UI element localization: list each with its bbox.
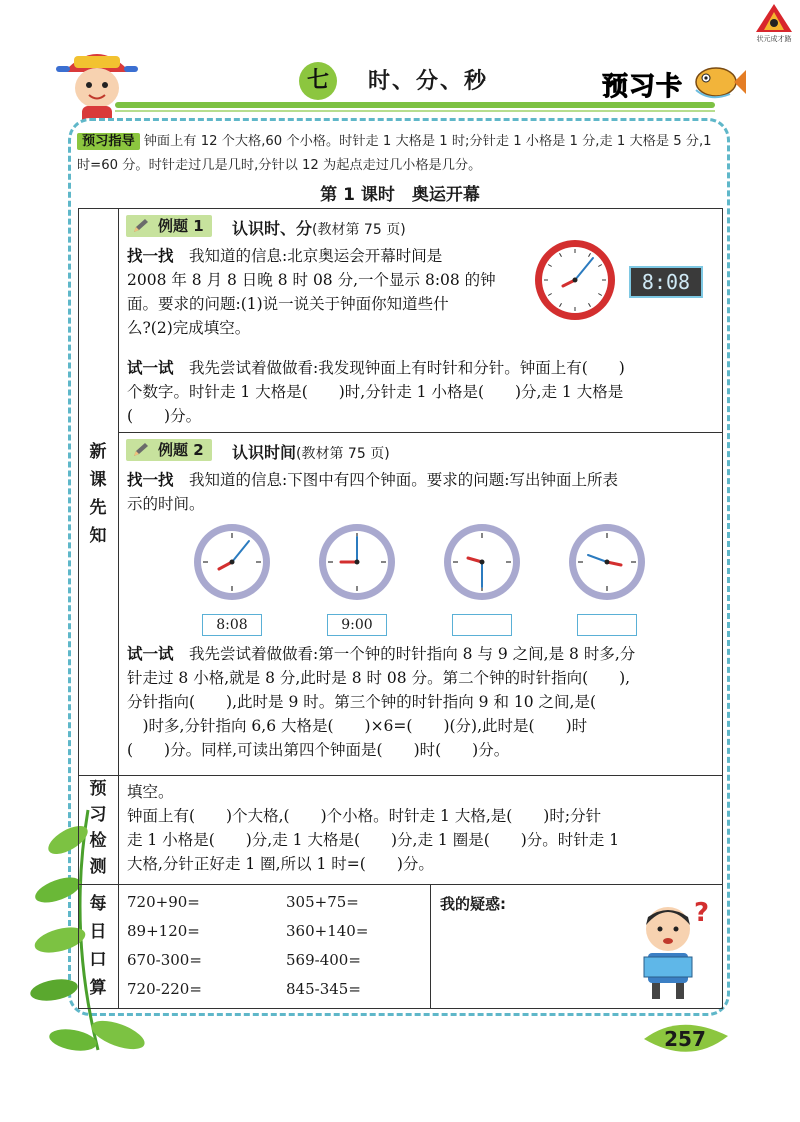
example1-find — [127, 244, 527, 340]
mental-math-item: 720+90= — [127, 893, 200, 911]
section-label-xinke-text: 新课先知 — [89, 442, 107, 546]
example2-try-line3: 分针指向( ),此时是 9 时。第三个钟的时针指向 9 和 10 之间,是( — [127, 693, 597, 711]
clock-3-icon — [442, 522, 522, 602]
example1-title: 认识时、分 — [232, 219, 313, 238]
example2-try-line1: 我先尝试着做做看:第一个钟的时针指向 8 与 9 之间,是 8 时多,分 — [189, 645, 636, 663]
mental-math-item: 720-220= — [127, 980, 202, 998]
side-column-divider — [118, 208, 119, 1009]
example1-try — [127, 356, 717, 428]
example1-find-label: 找一找 — [127, 247, 174, 265]
example2-find-label: 找一找 — [127, 471, 174, 489]
section-label-yuxi — [80, 776, 116, 880]
example2-try-line2: 针走过 8 小格,就是 8 分,此时是 8 时 08 分。第二个钟的时针指向( ), — [127, 669, 631, 687]
example2-try-line5: ( )分。同样,可读出第四个钟面是( )时( )分。 — [127, 741, 510, 759]
thinking-boy-image — [632, 895, 716, 1003]
mental-math-item: 89+120= — [127, 922, 200, 940]
example2-tag-text: 例题 2 — [158, 441, 204, 459]
example1-ref: (教材第 75 页) — [312, 222, 406, 238]
clock-4 — [567, 522, 647, 602]
mental-math-col2 — [286, 888, 426, 1004]
doubt-column-divider — [430, 884, 431, 1009]
check-line1: 钟面上有( )个大格,( )个小格。时针走 1 大格,是( )时;分针 — [127, 807, 602, 825]
clock-1-icon — [192, 522, 272, 602]
clock-1-time-box[interactable]: 8:08 — [202, 614, 262, 636]
preview-guide — [77, 130, 723, 178]
clock-3-time-box[interactable] — [452, 614, 512, 636]
example2-try-line4: )时多,分针指向 6,6 大格是( )×6=( )(分),此时是( )时 — [127, 717, 588, 735]
mental-math-item: 845-345= — [286, 980, 361, 998]
clock-2-time-box[interactable]: 9:00 — [327, 614, 387, 636]
example2-find-line2: 示的时间。 — [127, 495, 205, 513]
fish-mascot-image — [690, 52, 746, 108]
digital-clock-display: 8:08 — [629, 266, 703, 298]
publisher-logo — [752, 2, 796, 44]
mental-math-item: 569-400= — [286, 951, 361, 969]
mental-math-item: 305+75= — [286, 893, 359, 911]
analog-clock-icon — [533, 238, 617, 322]
header-rule-thin — [115, 110, 715, 112]
check-line3: 大格,分针正好走 1 圈,所以 1 时=( )分。 — [127, 855, 434, 873]
example2-find — [127, 468, 717, 516]
example1-try-line2: 个数字。时针走 1 大格是( )时,分针走 1 小格是( )分,走 1 大格是 — [127, 383, 624, 401]
preview-check — [127, 780, 719, 876]
example2-tag — [126, 439, 212, 461]
preview-guide-text: 钟面上有 12 个大格,60 个小格。时针走 1 大格是 1 时;分针走 1 小格是 1 分,走 1 大格是 5 分,1 时=60 分。时针走过几是几时,分针以 12 为起点走过几小格是几分。 — [77, 134, 712, 173]
mental-math-item: 670-300= — [127, 951, 202, 969]
section-label-meiri — [80, 890, 116, 1002]
example1-find-line2: 2008 年 8 月 8 日晚 8 时 08 分,一个显示 8:08 的钟 — [127, 271, 496, 289]
example2-title: 认识时间 — [232, 443, 297, 462]
pencil-icon — [132, 442, 150, 458]
doubt-label: 我的疑惑: — [440, 895, 506, 913]
section-label-yuxi-text: 预习检测 — [89, 779, 107, 877]
example2-find-line1: 我知道的信息:下图中有四个钟面。要求的问题:写出钟面上所表 — [189, 471, 618, 489]
example1-try-line3: ( )分。 — [127, 407, 202, 425]
section-divider-1 — [78, 775, 723, 776]
example1-tag-text: 例题 1 — [158, 217, 204, 235]
check-label: 填空。 — [127, 783, 174, 801]
clock-1 — [192, 522, 272, 602]
analog-clock-red — [533, 238, 617, 322]
example1-find-line1: 我知道的信息:北京奥运会开幕时间是 — [189, 247, 443, 265]
mental-math-col1 — [127, 888, 267, 1004]
publisher-logo-icon — [752, 2, 796, 34]
clock-2-icon — [317, 522, 397, 602]
page-number: 257 — [664, 1027, 706, 1051]
mental-math-item: 360+140= — [286, 922, 369, 940]
example-divider — [118, 432, 723, 433]
lesson-title: 第 1 课时 奥运开幕 — [320, 185, 480, 205]
check-line2: 走 1 小格是( )分,走 1 大格是( )分,走 1 圈是( )分。时针走 1 — [127, 831, 620, 849]
preview-guide-tag: 预习指导 — [77, 133, 140, 150]
example2-try — [127, 642, 719, 762]
publisher-logo-text: 状元成才路 — [756, 35, 792, 43]
unit-number-badge: 七 — [299, 62, 337, 100]
example1-tag — [126, 215, 212, 237]
pencil-icon — [132, 218, 150, 234]
svg-text:?: ? — [694, 898, 710, 928]
example1-try-line1: 我先尝试着做做看:我发现钟面上有时针和分针。钟面上有( ) — [189, 359, 625, 377]
card-label: 预习卡 — [602, 72, 684, 102]
section-label-meiri-text: 每日口算 — [89, 894, 107, 998]
example2-try-label: 试一试 — [127, 645, 174, 663]
clock-2 — [317, 522, 397, 602]
section-divider-2 — [78, 884, 723, 885]
example2-heading — [232, 440, 390, 463]
clock-3 — [442, 522, 522, 602]
example1-find-line3: 面。要求的问题:(1)说一说关于钟面你知道些什 — [127, 295, 449, 313]
unit-title: 时、分、秒 — [368, 69, 489, 94]
section-label-xinke — [80, 438, 116, 550]
mascot-image — [52, 38, 142, 128]
example1-find-line4: 么?(2)完成填空。 — [127, 319, 251, 337]
clock-4-time-box[interactable] — [577, 614, 637, 636]
clock-4-icon — [567, 522, 647, 602]
example1-try-label: 试一试 — [127, 359, 174, 377]
example2-ref: (教材第 75 页) — [296, 446, 390, 462]
example1-heading — [232, 216, 406, 239]
